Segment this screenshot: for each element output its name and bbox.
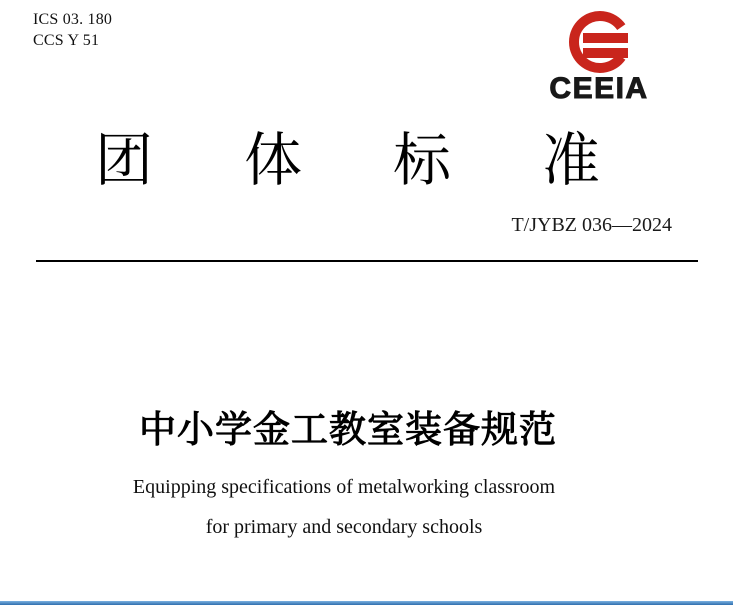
logo-bar-bottom bbox=[583, 48, 628, 58]
masthead-char-1: 团 bbox=[95, 128, 154, 193]
standard-title-en-line1: Equipping specifications of metalworking classroom bbox=[132, 476, 556, 498]
logo-bar-top bbox=[583, 33, 628, 43]
masthead-title bbox=[95, 128, 600, 193]
masthead-char-2: 体 bbox=[243, 128, 302, 193]
masthead-divider-line bbox=[36, 260, 698, 262]
ccs-code: CCS Y 51 bbox=[33, 32, 100, 49]
ceeia-ring-icon bbox=[561, 6, 637, 74]
classification-codes bbox=[33, 9, 112, 51]
ics-code: ICS 03. 180 bbox=[33, 11, 113, 28]
ceeia-logo-text: CEEIA bbox=[549, 72, 649, 105]
masthead-char-3: 标 bbox=[392, 128, 451, 193]
document-number: T/JYBZ 036—2024 bbox=[511, 214, 672, 236]
bottom-accent-bar bbox=[0, 601, 733, 605]
standard-title-zh: 中小学金工教室装备规范 bbox=[139, 409, 557, 450]
masthead-char-4: 准 bbox=[541, 128, 600, 193]
ceeia-logo bbox=[524, 6, 674, 105]
standard-title-en-line2: for primary and secondary schools bbox=[205, 516, 483, 538]
